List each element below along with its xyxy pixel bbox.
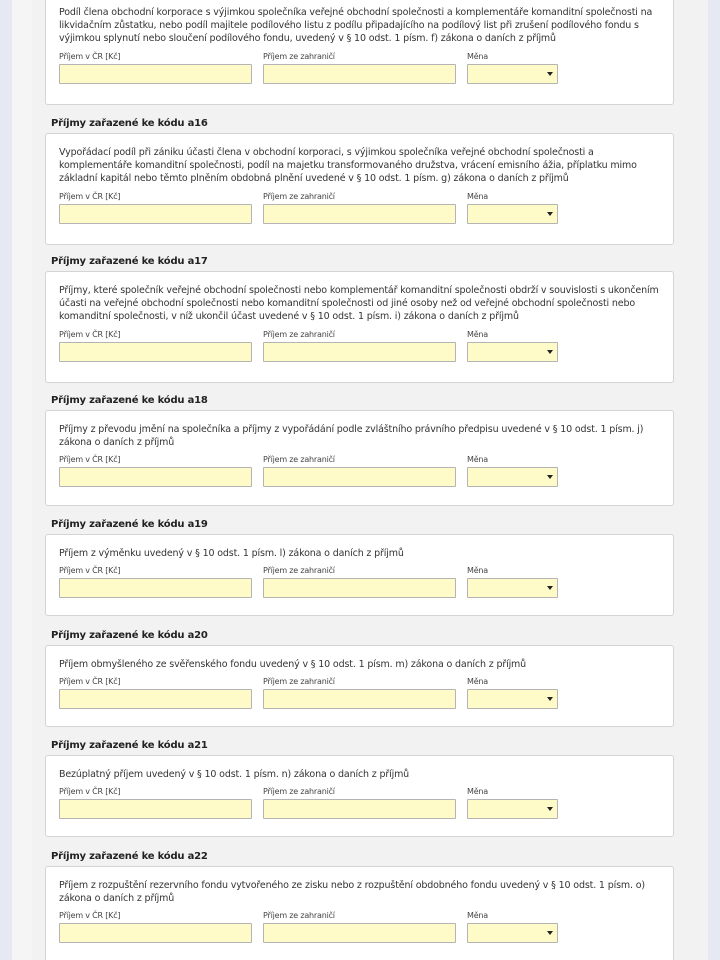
label-currency: Měna [467,51,488,61]
income-cz-input[interactable] [59,204,252,224]
label-currency: Měna [467,566,488,576]
income-abroad-input[interactable] [263,342,456,362]
currency-select[interactable] [467,578,558,598]
description: Bezúplatný příjem uvedený v § 10 odst. 1 písm. n) zákona o daních z příjmů [59,769,410,780]
label-currency: Měna [467,787,488,797]
label-income-abroad: Příjem ze zahraničí [263,455,335,465]
label-income-abroad: Příjem ze zahraničí [263,911,335,921]
label-currency: Měna [467,911,488,921]
label-currency: Měna [467,455,488,465]
currency-select[interactable] [467,204,558,224]
dropdown-arrow-icon [547,475,553,479]
label-income-cz: Příjem v ČR [Kč] [59,329,121,339]
label-income-abroad: Příjem ze zahraničí [263,787,335,797]
section-title-a16: Příjmy zařazené ke kódu a16 [51,118,208,129]
currency-select[interactable] [467,467,558,487]
field-row [59,566,663,608]
label-income-cz: Příjem v ČR [Kč] [59,911,121,921]
label-income-cz: Příjem v ČR [Kč] [59,191,121,201]
currency-select[interactable] [467,64,558,84]
left-rail [12,0,32,960]
description: Příjem obmyšleného ze svěřenského fondu uvedený v § 10 odst. 1 písm. m) zákona o daních z příjmů [59,659,527,670]
income-abroad-input[interactable] [263,689,456,709]
description: Příjmy z převodu jmění na společníka a příjmy z vypořádání podle zvláštního právního předpisu uvedené v § 10 odst. 1 písm. j) zákona o daních z příjmů [59,424,644,449]
currency-select[interactable] [467,689,558,709]
panel-code-a19 [45,534,674,616]
income-cz-input[interactable] [59,689,252,709]
label-income-cz: Příjem v ČR [Kč] [59,677,121,687]
panel-code-a21 [45,755,674,837]
income-cz-input[interactable] [59,799,252,819]
section-title-a20: Příjmy zařazené ke kódu a20 [51,630,208,641]
income-abroad-input[interactable] [263,578,456,598]
currency-select[interactable] [467,923,558,943]
income-abroad-input[interactable] [263,204,456,224]
income-abroad-input[interactable] [263,799,456,819]
section-title-a17: Příjmy zařazené ke kódu a17 [51,256,208,267]
income-cz-input[interactable] [59,64,252,84]
description: Podíl člena obchodní korporace s výjimkou společníka veřejné obchodní společnosti a komplementáře komanditní společnosti na likvidačním zůstatku, nebo podíl majitele podílového listu z podílu připadajícího na podílový list při zrušení podílového fondu s výjimkou splynutí nebo sloučení podílového fondu, uvedený v § 10 odst. 1 písm. f) zákona o daních z příjmů [59,7,653,45]
income-form [34,0,684,921]
label-income-cz: Příjem v ČR [Kč] [59,51,121,61]
field-row [59,455,663,497]
label-income-cz: Příjem v ČR [Kč] [59,566,121,576]
description: Příjmy, které společník veřejné obchodní společnosti nebo komplementář komanditní společnosti obdrží v souvislosti s ukončením účasti na veřejné obchodní společnosti nebo komanditní společnosti od jiné osoby než od veřejné obchodní společnosti nebo komanditní společnosti, v níž ukončil účast uvedené v § 10 odst. 1 písm. i) zákona o daních z příjmů [59,285,659,323]
section-title-a21: Příjmy zařazené ke kódu a21 [51,740,208,751]
dropdown-arrow-icon [547,586,553,590]
panel-code-a15 [45,0,674,105]
field-row [59,52,663,94]
panel-code-a20 [45,645,674,727]
label-currency: Měna [467,191,488,201]
panel-code-a18 [45,410,674,506]
dropdown-arrow-icon [547,350,553,354]
label-currency: Měna [467,677,488,687]
description: Příjem z výměnku uvedený v § 10 odst. 1 písm. l) zákona o daních z příjmů [59,548,404,559]
label-income-abroad: Příjem ze zahraničí [263,329,335,339]
income-abroad-input[interactable] [263,467,456,487]
dropdown-arrow-icon [547,807,553,811]
label-income-cz: Příjem v ČR [Kč] [59,455,121,465]
label-income-abroad: Příjem ze zahraničí [263,51,335,61]
income-cz-input[interactable] [59,923,252,943]
label-income-abroad: Příjem ze zahraničí [263,677,335,687]
income-cz-input[interactable] [59,342,252,362]
field-row [59,192,663,234]
field-row [59,911,663,953]
label-income-abroad: Příjem ze zahraničí [263,566,335,576]
description: Vypořádací podíl při zániku účasti člena v obchodní korporaci, s výjimkou společníka veřejné obchodní společnosti a komplementáře komanditní společnosti, podíl na majetku transformovaného družstva, vrácení emisního ážia, příplatku mimo základní kapitál nebo těmto plněním obdobná plnění uvedené v § 10 odst. 1 písm. g) zákona o daních z příjmů [59,147,637,185]
description: Příjem z rozpuštění rezervního fondu vytvořeného ze zisku nebo z rozpuštění obdobného fondu uvedený v § 10 odst. 1 písm. o) zákona o daních z příjmů [59,880,645,905]
label-income-abroad: Příjem ze zahraničí [263,191,335,201]
field-row [59,330,663,372]
income-cz-input[interactable] [59,467,252,487]
panel-code-a22 [45,866,674,960]
dropdown-arrow-icon [547,931,553,935]
field-row [59,787,663,829]
dropdown-arrow-icon [547,212,553,216]
income-abroad-input[interactable] [263,923,456,943]
label-currency: Měna [467,329,488,339]
label-income-cz: Příjem v ČR [Kč] [59,787,121,797]
section-title-a19: Příjmy zařazené ke kódu a19 [51,519,208,530]
dropdown-arrow-icon [547,697,553,701]
panel-code-a17 [45,271,674,383]
currency-select[interactable] [467,799,558,819]
section-title-a18: Příjmy zařazené ke kódu a18 [51,395,208,406]
income-cz-input[interactable] [59,578,252,598]
panel-code-a16 [45,133,674,245]
field-row [59,677,663,719]
dropdown-arrow-icon [547,72,553,76]
section-title-a22: Příjmy zařazené ke kódu a22 [51,851,208,862]
currency-select[interactable] [467,342,558,362]
income-abroad-input[interactable] [263,64,456,84]
